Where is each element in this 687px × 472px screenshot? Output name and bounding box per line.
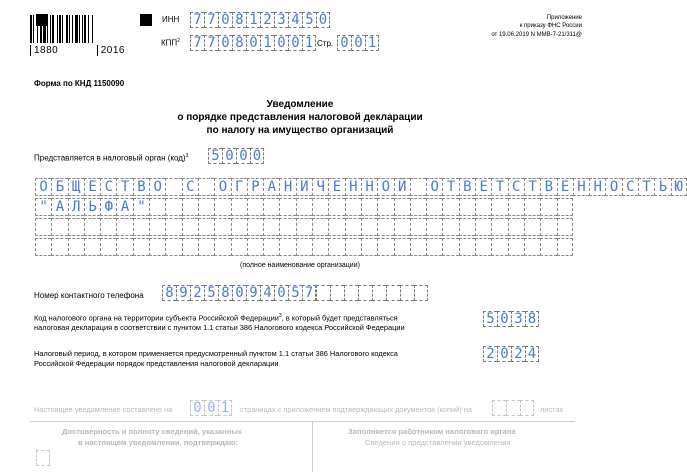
org-name-char-cell: О <box>605 178 621 196</box>
org-name-char-cell <box>149 198 165 216</box>
phone-digit-cell <box>358 285 372 301</box>
org-name-char-cell <box>198 238 214 256</box>
inn-digit-cell: 7 <box>190 12 204 28</box>
tax-period-digit-cell: 0 <box>497 346 511 362</box>
org-name-char-cell <box>312 198 328 216</box>
phone-digit-cell <box>316 285 330 301</box>
org-name-char-cell <box>68 218 84 236</box>
phone-digit-cell: 9 <box>246 285 260 301</box>
region-code-digit-cell: 0 <box>497 311 511 327</box>
org-name-char-cell <box>279 218 295 236</box>
inn-digit-cell: 3 <box>274 12 288 28</box>
footer-divider-center <box>312 421 313 472</box>
org-name-char-cell: Е <box>557 178 573 196</box>
phone-digit-cell: 2 <box>190 285 204 301</box>
signatory-type-field[interactable] <box>36 450 50 466</box>
phone-digit-cell: 5 <box>204 285 218 301</box>
page-digit-cell: 1 <box>365 35 379 51</box>
corner-marker-center <box>140 14 152 26</box>
org-name-char-cell <box>68 238 84 256</box>
sheets-digit-cell <box>506 400 520 416</box>
region-code-digit-cell: 5 <box>483 311 497 327</box>
barcode-number <box>30 45 128 56</box>
org-name-char-cell <box>491 238 507 256</box>
org-name-char-cell <box>426 238 442 256</box>
org-name-char-cell: Т <box>638 178 654 196</box>
tax-period-digit-cell: 2 <box>483 346 497 362</box>
org-name-char-cell <box>247 198 263 216</box>
org-name-char-cell: С <box>622 178 638 196</box>
org-name-char-cell <box>231 198 247 216</box>
org-name-char-cell <box>133 218 149 236</box>
org-name-char-cell <box>100 218 116 236</box>
org-name-char-cell <box>475 198 491 216</box>
org-name-char-cell <box>442 238 458 256</box>
phone-field[interactable] <box>162 285 316 301</box>
org-name-char-cell: И <box>296 178 312 196</box>
org-name-char-cell: А <box>116 198 132 216</box>
tax-authority-code-field[interactable] <box>208 148 264 164</box>
region-code-field[interactable] <box>483 311 539 327</box>
phone-digit-cell <box>386 285 400 301</box>
org-name-char-cell <box>442 198 458 216</box>
inn-label: ИНН <box>162 15 180 24</box>
org-name-char-cell: Е <box>475 178 491 196</box>
kpp-field[interactable] <box>190 35 316 51</box>
org-name-char-cell <box>459 218 475 236</box>
org-name-char-cell: О <box>426 178 442 196</box>
org-name-char-cell <box>328 198 344 216</box>
org-name-char-cell: Н <box>589 178 605 196</box>
org-name-char-cell <box>524 198 540 216</box>
phone-digit-cell: 5 <box>288 285 302 301</box>
phone-digit-cell: 9 <box>176 285 190 301</box>
inn-digit-cell: 0 <box>316 12 330 28</box>
org-name-char-cell <box>426 198 442 216</box>
org-name-char-cell: Г <box>231 178 247 196</box>
org-name-char-cell: Е <box>84 178 100 196</box>
tax-authority-label: Представляется в налоговый орган (код)$^3$ <box>34 153 189 163</box>
org-name-char-cell: Ю <box>671 178 687 196</box>
phone-label: Номер контактного телефона <box>34 291 144 300</box>
org-name-char-cell <box>84 218 100 236</box>
org-name-char-cell: Р <box>247 178 263 196</box>
kpp-digit-cell: 7 <box>190 35 204 51</box>
kpp-label: КПП$^2$ <box>161 38 180 48</box>
org-name-char-cell <box>345 218 361 236</box>
org-name-char-cell: С <box>100 178 116 196</box>
org-name-row-3[interactable] <box>35 218 573 236</box>
pages-digit-cell: 0 <box>204 400 218 416</box>
footer-divider-top <box>30 421 575 422</box>
org-name-char-cell <box>133 238 149 256</box>
annex-line-1: Приложение <box>546 15 582 21</box>
org-name-char-cell <box>182 238 198 256</box>
org-name-char-cell <box>296 238 312 256</box>
document-title-line-2: о порядке представления налоговой декларации <box>177 112 423 123</box>
phone-digit-cell <box>344 285 358 301</box>
inn-digit-cell: 8 <box>232 12 246 28</box>
org-name-char-cell: Н <box>345 178 361 196</box>
org-name-char-cell <box>394 218 410 236</box>
phone-digit-cell <box>330 285 344 301</box>
kpp-digit-cell: 7 <box>204 35 218 51</box>
org-name-caption: (полное наименование организации) <box>240 262 360 269</box>
kpp-digit-cell: 0 <box>274 35 288 51</box>
phone-digit-cell <box>400 285 414 301</box>
org-name-char-cell <box>410 198 426 216</box>
sheets-digit-cell <box>492 400 506 416</box>
org-name-char-cell <box>84 238 100 256</box>
page-label: Стр. <box>317 39 334 48</box>
org-name-char-cell <box>182 218 198 236</box>
org-name-char-cell <box>263 198 279 216</box>
org-name-char-cell: Щ <box>68 178 84 196</box>
tax-authority-digit-cell: 0 <box>222 148 236 164</box>
org-name-char-cell <box>296 198 312 216</box>
org-name-char-cell: О <box>35 178 51 196</box>
page-digit-cell: 0 <box>351 35 365 51</box>
org-name-char-cell <box>377 198 393 216</box>
sheets-count-field[interactable] <box>492 400 534 416</box>
org-name-char-cell: С <box>508 178 524 196</box>
inn-digit-cell: 4 <box>288 12 302 28</box>
org-name-char-cell <box>116 238 132 256</box>
org-name-char-cell: Б <box>51 178 67 196</box>
org-name-char-cell <box>165 198 181 216</box>
kpp-digit-cell: 0 <box>288 35 302 51</box>
org-name-char-cell <box>557 238 573 256</box>
org-name-char-cell <box>51 218 67 236</box>
org-name-char-cell <box>361 198 377 216</box>
org-name-char-cell <box>231 218 247 236</box>
org-name-char-cell: Н <box>573 178 589 196</box>
org-name-char-cell <box>35 218 51 236</box>
barcode-bar <box>93 15 94 43</box>
org-name-char-cell <box>508 198 524 216</box>
page-field[interactable] <box>337 35 379 51</box>
phone-digit-cell: 4 <box>260 285 274 301</box>
org-name-char-cell <box>361 238 377 256</box>
phone-digit-cell <box>372 285 386 301</box>
org-name-char-cell: Ф <box>100 198 116 216</box>
sheets-digit-cell <box>520 400 534 416</box>
tax-period-field[interactable] <box>483 346 539 362</box>
org-name-char-cell <box>312 238 328 256</box>
kpp-digit-cell: 1 <box>302 35 316 51</box>
org-name-char-cell <box>149 218 165 236</box>
org-name-char-cell: В <box>133 178 149 196</box>
pages-digit-cell: 1 <box>218 400 232 416</box>
org-name-char-cell: " <box>133 198 149 216</box>
org-name-char-cell: В <box>459 178 475 196</box>
barcode <box>30 15 128 43</box>
org-name-char-cell <box>410 218 426 236</box>
inn-field[interactable] <box>190 12 330 28</box>
document-title-line-3: по налогу на имущество организаций <box>206 125 394 136</box>
barcode-right-digits: 2016 <box>97 45 128 56</box>
phone-digit-cell: 8 <box>162 285 176 301</box>
org-name-char-cell <box>214 218 230 236</box>
pages-prefix-label: Настоящее уведомление составлено на <box>34 405 173 414</box>
document-title-line-1: Уведомление <box>266 99 334 110</box>
org-name-char-cell: А <box>51 198 67 216</box>
org-name-char-cell <box>328 238 344 256</box>
tax-authority-digit-cell: 0 <box>236 148 250 164</box>
org-name-char-cell <box>491 198 507 216</box>
org-name-char-cell: О <box>214 178 230 196</box>
pages-digit-cell: 0 <box>190 400 204 416</box>
org-name-char-cell <box>524 238 540 256</box>
org-name-char-cell <box>116 218 132 236</box>
org-name-char-cell <box>35 238 51 256</box>
tax-authority-digit-cell: 0 <box>250 148 264 164</box>
region-code-label-line-2: налоговая декларация в соответствии с пунктом 1.1 статьи 386 Налогового кодекса Российской Федерации <box>34 323 405 332</box>
org-name-char-cell: В <box>540 178 556 196</box>
org-name-char-cell <box>459 238 475 256</box>
org-name-char-cell <box>377 238 393 256</box>
form-code: Форма по КНД 1150090 <box>34 79 125 88</box>
org-name-char-cell <box>540 238 556 256</box>
org-name-char-cell <box>328 218 344 236</box>
org-name-char-cell <box>410 178 426 196</box>
pages-suffix-label: листах <box>540 405 564 414</box>
inn-digit-cell: 0 <box>218 12 232 28</box>
org-name-char-cell <box>394 238 410 256</box>
org-name-char-cell <box>459 198 475 216</box>
org-name-char-cell <box>540 198 556 216</box>
inn-digit-cell: 1 <box>246 12 260 28</box>
org-name-char-cell <box>312 218 328 236</box>
org-name-char-cell: Ч <box>312 178 328 196</box>
pages-count-field[interactable] <box>190 400 232 416</box>
org-name-char-cell <box>279 198 295 216</box>
org-name-char-cell: Т <box>116 178 132 196</box>
org-name-char-cell <box>51 238 67 256</box>
org-name-char-cell <box>165 238 181 256</box>
org-name-char-cell: С <box>182 178 198 196</box>
org-name-char-cell: Ь <box>84 198 100 216</box>
org-name-char-cell: Ь <box>654 178 670 196</box>
org-name-char-cell <box>247 218 263 236</box>
org-name-char-cell <box>198 218 214 236</box>
org-name-char-cell <box>361 218 377 236</box>
org-name-char-cell <box>345 238 361 256</box>
org-name-char-cell <box>263 218 279 236</box>
kpp-digit-cell: 0 <box>246 35 260 51</box>
org-name-char-cell <box>345 198 361 216</box>
region-code-label-line-1: Код налогового органа на территории субъекта Российской Федерации$^3$, в который будет представляться <box>34 313 398 323</box>
org-name-char-cell <box>231 238 247 256</box>
annex-line-3: от 19.06.2019 N ММВ-7-21/311@ <box>491 32 582 38</box>
org-name-char-cell: Т <box>491 178 507 196</box>
org-name-char-cell: А <box>263 178 279 196</box>
phone-digit-cell: 7 <box>302 285 316 301</box>
org-name-char-cell <box>442 218 458 236</box>
signatory-type-cell <box>36 450 50 466</box>
org-name-char-cell <box>394 198 410 216</box>
org-name-char-cell: Н <box>361 178 377 196</box>
org-name-char-cell: Т <box>442 178 458 196</box>
org-name-char-cell <box>214 238 230 256</box>
kpp-digit-cell: 0 <box>218 35 232 51</box>
org-name-char-cell <box>426 218 442 236</box>
tax-officer-section-subtitle: Сведения о представлении уведомления <box>365 438 511 447</box>
org-name-char-cell <box>557 198 573 216</box>
phone-digit-cell: 0 <box>274 285 288 301</box>
org-name-char-cell <box>100 238 116 256</box>
org-name-row-4[interactable] <box>35 238 573 256</box>
org-name-char-cell <box>149 238 165 256</box>
kpp-digit-cell: 1 <box>260 35 274 51</box>
tax-officer-section-title: Заполняется работником налогового органа <box>348 427 516 436</box>
org-name-char-cell: О <box>149 178 165 196</box>
annex-line-2: к приказу ФНС России <box>519 23 582 29</box>
tax-period-digit-cell: 4 <box>525 346 539 362</box>
org-name-char-cell <box>198 178 214 196</box>
org-name-char-cell <box>475 238 491 256</box>
certification-line-1: Достоверность и полноту сведений, указанных <box>62 427 243 436</box>
org-name-char-cell <box>377 218 393 236</box>
phone-digit-cell: 0 <box>232 285 246 301</box>
tax-period-digit-cell: 2 <box>511 346 525 362</box>
org-name-char-cell <box>182 198 198 216</box>
tax-period-label-line-2: Российской Федерации порядок представления налоговой декларации <box>34 359 279 368</box>
region-code-digit-cell: 3 <box>511 311 525 327</box>
kpp-digit-cell: 8 <box>232 35 246 51</box>
org-name-char-cell <box>508 238 524 256</box>
org-name-char-cell <box>557 218 573 236</box>
org-name-char-cell <box>491 218 507 236</box>
org-name-row-1[interactable] <box>35 178 687 196</box>
org-name-char-cell: Л <box>68 198 84 216</box>
org-name-char-cell: Й <box>394 178 410 196</box>
tax-period-label-line-1: Налоговый период, в котором применяется предусмотренный пунктом 1.1 статьи 386 Налогового кодекса <box>34 349 398 358</box>
pages-mid-label: страницах с приложением подтверждающих документов (копий) на <box>240 405 472 414</box>
org-name-char-cell: Т <box>524 178 540 196</box>
phone-digit-cell: 8 <box>218 285 232 301</box>
org-name-char-cell: Е <box>328 178 344 196</box>
org-name-char-cell <box>198 198 214 216</box>
org-name-char-cell <box>165 178 181 196</box>
org-name-char-cell <box>524 218 540 236</box>
tax-authority-digit-cell: 5 <box>208 148 222 164</box>
org-name-char-cell: Н <box>279 178 295 196</box>
org-name-char-cell: О <box>377 178 393 196</box>
barcode-left-digits: 1880 <box>30 45 61 56</box>
inn-digit-cell: 2 <box>260 12 274 28</box>
org-name-char-cell: " <box>35 198 51 216</box>
org-name-char-cell <box>165 218 181 236</box>
inn-digit-cell: 7 <box>204 12 218 28</box>
org-name-char-cell <box>263 238 279 256</box>
phone-field-empty[interactable] <box>316 285 428 301</box>
org-name-char-cell <box>279 238 295 256</box>
org-name-char-cell <box>247 238 263 256</box>
certification-line-2: в настоящем уведомлении, подтверждаю: <box>78 438 239 447</box>
phone-digit-cell <box>414 285 428 301</box>
org-name-char-cell <box>410 238 426 256</box>
inn-digit-cell: 5 <box>302 12 316 28</box>
org-name-char-cell <box>475 218 491 236</box>
region-code-digit-cell: 8 <box>525 311 539 327</box>
org-name-char-cell <box>540 218 556 236</box>
org-name-row-2[interactable] <box>35 198 573 216</box>
org-name-char-cell <box>508 218 524 236</box>
org-name-char-cell <box>296 218 312 236</box>
page-digit-cell: 0 <box>337 35 351 51</box>
org-name-char-cell <box>214 198 230 216</box>
